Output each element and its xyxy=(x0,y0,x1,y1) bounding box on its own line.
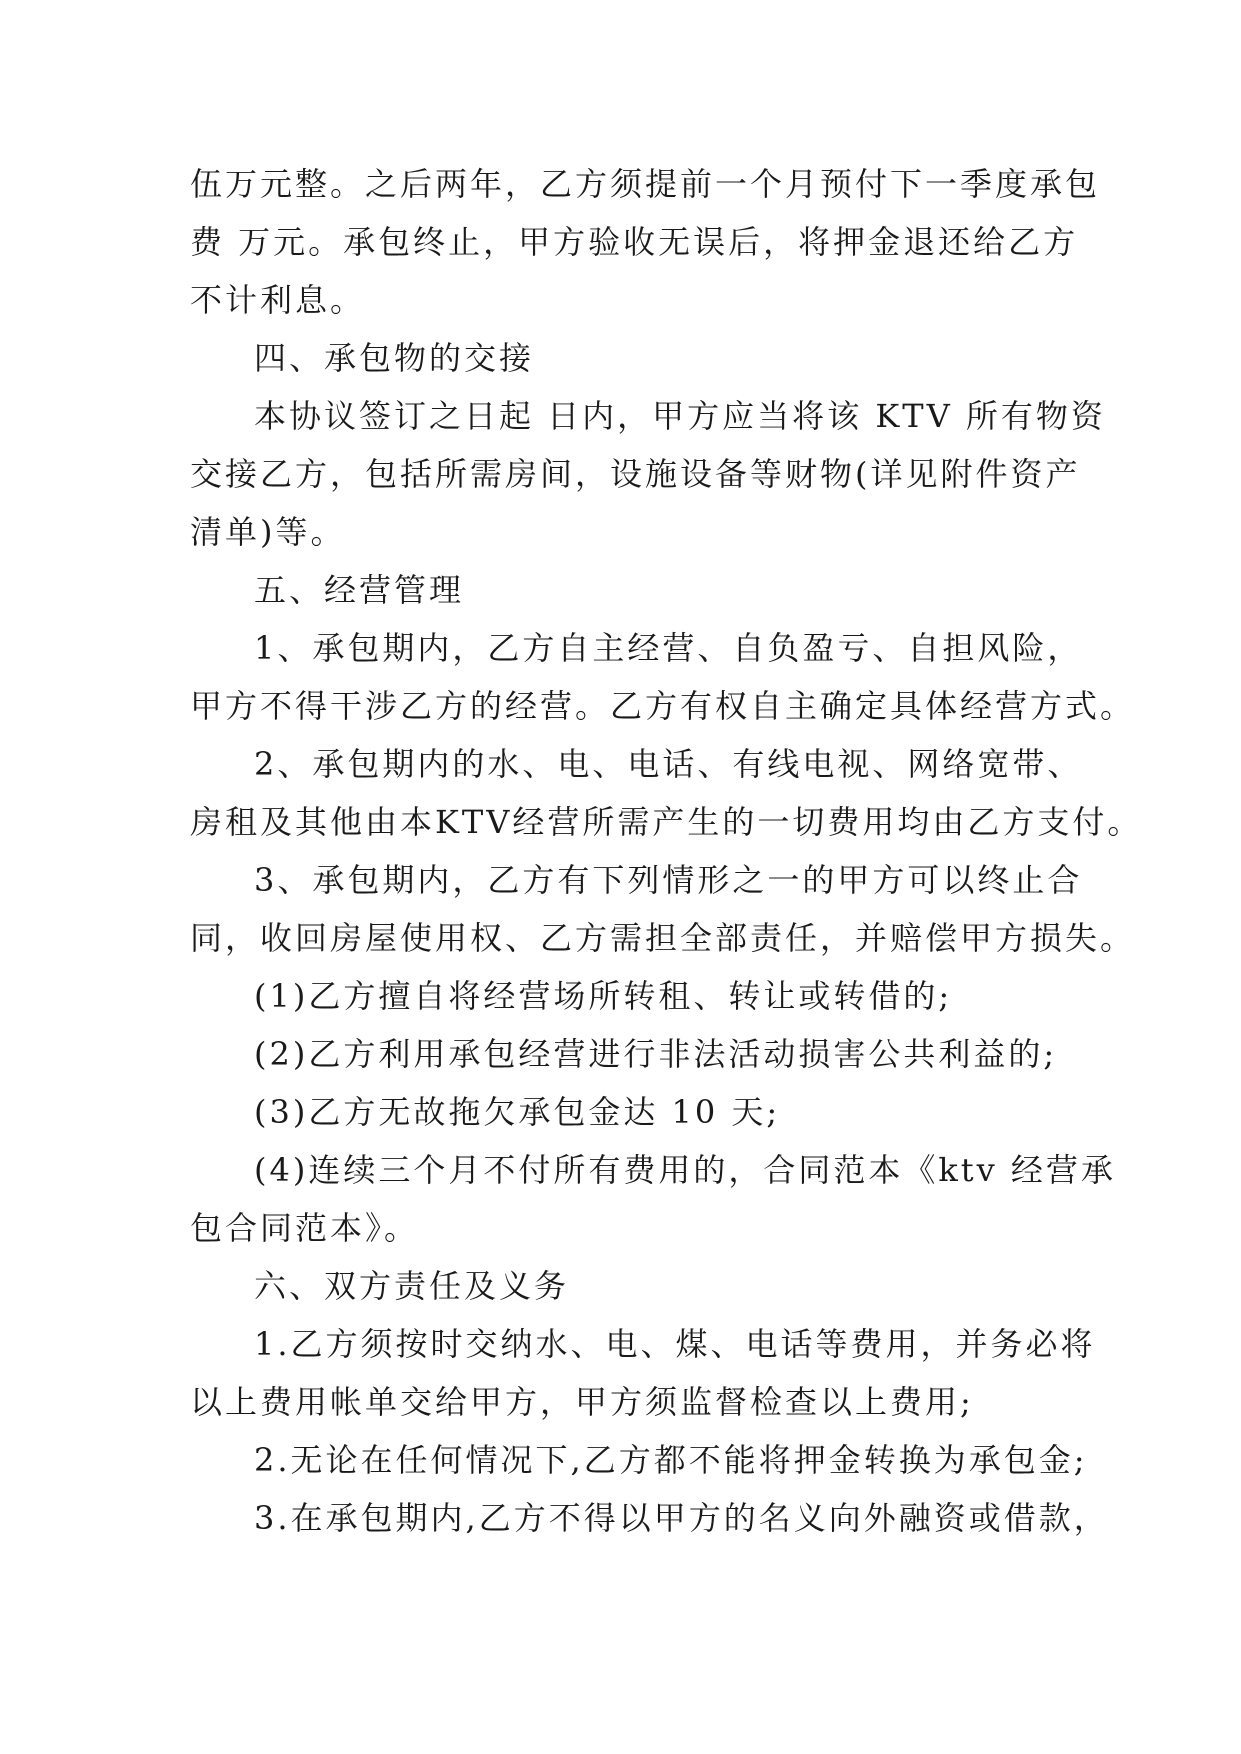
text-line-5: 本协议签订之日起 日内，甲方应当将该 KTV 所有物资 xyxy=(254,397,1106,435)
text-line-16: (2)乙方利用承包经营进行非法活动损害公共利益的; xyxy=(254,1035,1058,1073)
text-line-12: 房租及其他由本KTV经营所需产生的一切费用均由乙方支付。 xyxy=(190,803,1143,841)
section-heading-handover: 四、承包物的交接 xyxy=(254,339,535,377)
text-line-6: 交接乙方，包括所需房间，设施设备等财物(详见附件资产 xyxy=(190,455,1081,493)
text-line-18: (4)连续三个月不付所有费用的，合同范本《ktv 经营承 xyxy=(254,1151,1116,1189)
text-line-22: 以上费用帐单交给甲方，甲方须监督检查以上费用; xyxy=(190,1383,974,1421)
text-line-23: 2.无论在任何情况下,乙方都不能将押金转换为承包金; xyxy=(254,1441,1088,1479)
text-line-19: 包合同范本》。 xyxy=(190,1209,420,1247)
text-line-21: 1.乙方须按时交纳水、电、煤、电话等费用，并务必将 xyxy=(254,1325,1096,1363)
text-line-3: 不计利息。 xyxy=(190,281,366,319)
text-line-11: 2、承包期内的水、电、电话、有线电视、网络宽带、 xyxy=(254,745,1083,783)
text-line-9: 1、承包期内，乙方自主经营、自负盈亏、自担风险， xyxy=(254,629,1083,667)
text-line-24: 3.在承包期内,乙方不得以甲方的名义向外融资或借款， xyxy=(254,1499,1109,1537)
text-line-7: 清单)等。 xyxy=(190,513,346,551)
text-line-13: 3、承包期内，乙方有下列情形之一的甲方可以终止合 xyxy=(254,861,1083,899)
section-heading-responsibilities: 六、双方责任及义务 xyxy=(254,1267,570,1305)
text-line-14: 同，收回房屋使用权、乙方需担全部责任，并赔偿甲方损失。 xyxy=(190,919,1136,957)
text-line-17: (3)乙方无故拖欠承包金达 10 天; xyxy=(254,1093,781,1131)
text-line-1: 伍万元整。之后两年，乙方须提前一个月预付下一季度承包 xyxy=(190,165,1101,203)
text-line-15: (1)乙方擅自将经营场所转租、转让或转借的; xyxy=(254,977,953,1015)
section-heading-management: 五、经营管理 xyxy=(254,571,465,609)
text-line-2: 费 万元。承包终止，甲方验收无误后，将押金退还给乙方 xyxy=(190,223,1079,261)
text-line-10: 甲方不得干涉乙方的经营。乙方有权自主确定具体经营方式。 xyxy=(190,687,1136,725)
